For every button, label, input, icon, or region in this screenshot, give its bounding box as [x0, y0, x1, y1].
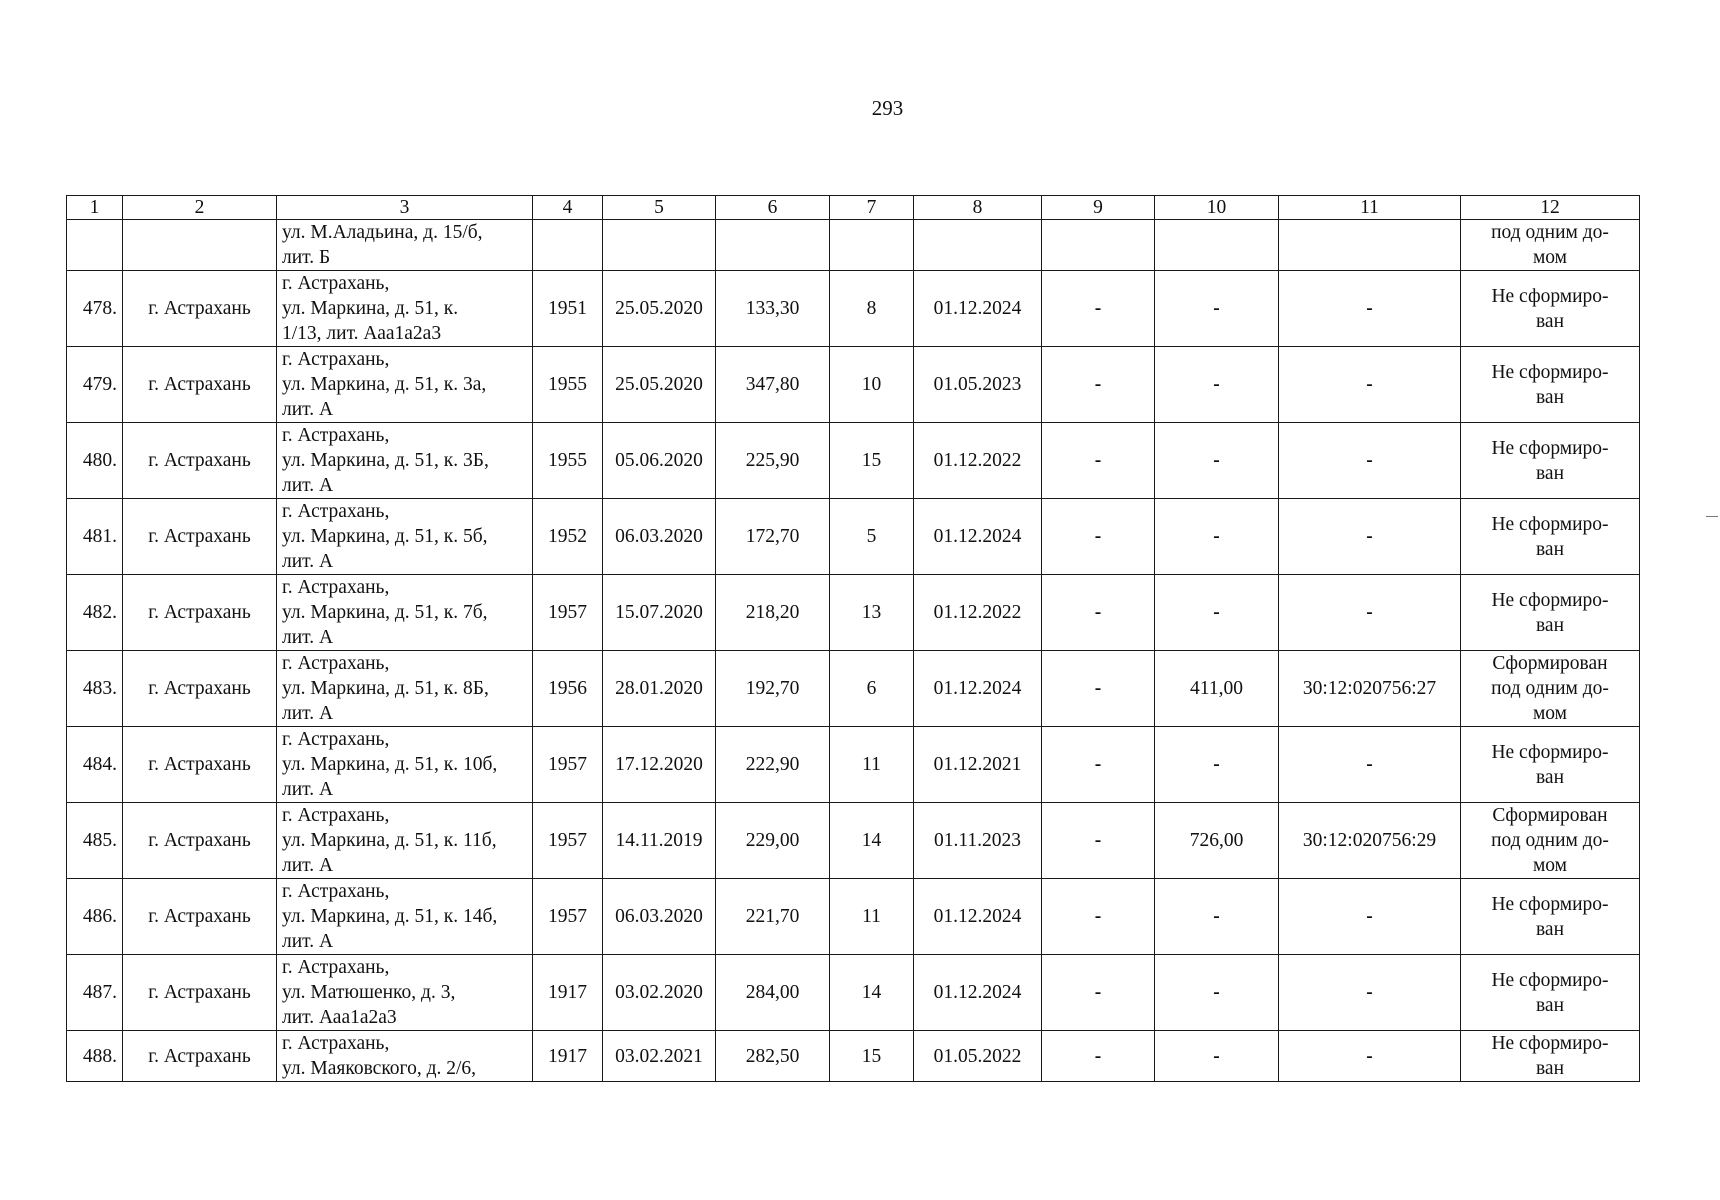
- cell-count: 5: [830, 499, 914, 575]
- cell-year: 1957: [533, 727, 603, 803]
- address-line: лит. А: [282, 855, 334, 876]
- cell-number: 479.: [67, 347, 123, 423]
- status-line: ван: [1535, 994, 1565, 1016]
- cell-count: 14: [830, 955, 914, 1031]
- cell-count: 15: [830, 423, 914, 499]
- cell-col11: -: [1279, 271, 1461, 347]
- cell-area: [716, 220, 830, 271]
- cell-col10: -: [1155, 879, 1279, 955]
- cell-status: [1461, 879, 1640, 955]
- cell-col11: -: [1279, 499, 1461, 575]
- address-line: ул. Маркина, д. 51, к. 11б,: [282, 830, 497, 851]
- cell-date: 15.07.2020: [603, 575, 716, 651]
- cell-status: [1461, 1031, 1640, 1082]
- cell-year: 1955: [533, 347, 603, 423]
- cell-date: [603, 220, 716, 271]
- address-line: г. Астрахань,: [282, 577, 390, 598]
- cell-area: 225,90: [716, 423, 830, 499]
- address-line: ул. Матюшенко, д. 3,: [282, 982, 456, 1003]
- column-header: 9: [1042, 196, 1155, 220]
- registry-table: [66, 195, 1640, 1082]
- address-line: ул. Маркина, д. 51, к. 5б,: [282, 526, 488, 547]
- table-row: [67, 879, 1640, 955]
- status-line: Не сформиро-: [1491, 513, 1609, 535]
- address-line: г. Астрахань,: [282, 881, 390, 902]
- cell-area: 229,00: [716, 803, 830, 879]
- cell-deadline: 01.05.2022: [914, 1031, 1042, 1082]
- cell-address: [277, 803, 533, 879]
- cell-year: 1957: [533, 575, 603, 651]
- cell-date: 14.11.2019: [603, 803, 716, 879]
- table-row: [67, 803, 1640, 879]
- cell-number: 478.: [67, 271, 123, 347]
- cell-count: [830, 220, 914, 271]
- cell-col9: -: [1042, 803, 1155, 879]
- cell-city: г. Астрахань: [123, 499, 277, 575]
- cell-year: 1956: [533, 651, 603, 727]
- status-line: Не сформиро-: [1491, 361, 1609, 383]
- column-header: 6: [716, 196, 830, 220]
- status-line: Сформирован: [1492, 653, 1608, 674]
- cell-date: 17.12.2020: [603, 727, 716, 803]
- cell-deadline: 01.11.2023: [914, 803, 1042, 879]
- address-line: лит. Б: [282, 247, 331, 268]
- address-line: лит. Ааа1а2а3: [282, 1007, 397, 1028]
- cell-date: 03.02.2021: [603, 1031, 716, 1082]
- address-line: лит. А: [282, 551, 334, 572]
- table-row: [67, 499, 1640, 575]
- cell-area: 192,70: [716, 651, 830, 727]
- cell-address: [277, 727, 533, 803]
- cell-address: [277, 423, 533, 499]
- address-line: г. Астрахань,: [282, 729, 390, 750]
- cell-area: 282,50: [716, 1031, 830, 1082]
- cell-col10: -: [1155, 727, 1279, 803]
- cell-count: 14: [830, 803, 914, 879]
- cell-count: 11: [830, 727, 914, 803]
- cell-status: [1461, 220, 1640, 271]
- cell-area: 133,30: [716, 271, 830, 347]
- cell-date: 25.05.2020: [603, 271, 716, 347]
- cell-city: [123, 220, 277, 271]
- cell-status: [1461, 803, 1640, 879]
- cell-number: 484.: [67, 727, 123, 803]
- cell-deadline: 01.12.2024: [914, 499, 1042, 575]
- cell-year: 1957: [533, 879, 603, 955]
- cell-date: 28.01.2020: [603, 651, 716, 727]
- cell-date: 06.03.2020: [603, 499, 716, 575]
- cell-col10: -: [1155, 423, 1279, 499]
- address-line: г. Астрахань,: [282, 653, 390, 674]
- address-line: г. Астрахань,: [282, 805, 390, 826]
- column-header: 1: [67, 196, 123, 220]
- cell-count: 15: [830, 1031, 914, 1082]
- cell-col9: -: [1042, 575, 1155, 651]
- cell-year: 1957: [533, 803, 603, 879]
- cell-status: [1461, 955, 1640, 1031]
- status-line: ван: [1535, 386, 1565, 408]
- cell-deadline: 01.12.2024: [914, 271, 1042, 347]
- cell-address: [277, 955, 533, 1031]
- cell-status: [1461, 499, 1640, 575]
- cell-deadline: 01.12.2022: [914, 575, 1042, 651]
- cell-status: [1461, 347, 1640, 423]
- cell-col11: -: [1279, 1031, 1461, 1082]
- address-line: ул. М.Аладьина, д. 15/б,: [282, 222, 483, 243]
- status-line: Не сформиро-: [1491, 741, 1609, 763]
- cell-date: 06.03.2020: [603, 879, 716, 955]
- table-row: [67, 955, 1640, 1031]
- address-line: г. Астрахань,: [282, 501, 390, 522]
- cell-col9: -: [1042, 347, 1155, 423]
- status-line: Не сформиро-: [1491, 1033, 1609, 1054]
- cell-year: 1917: [533, 955, 603, 1031]
- cell-area: 218,20: [716, 575, 830, 651]
- address-line: г. Астрахань,: [282, 349, 390, 370]
- cell-address: [277, 879, 533, 955]
- cell-count: 11: [830, 879, 914, 955]
- column-header: 7: [830, 196, 914, 220]
- cell-col9: -: [1042, 423, 1155, 499]
- cell-city: г. Астрахань: [123, 803, 277, 879]
- cell-area: 284,00: [716, 955, 830, 1031]
- status-line: под одним до-: [1491, 830, 1609, 851]
- cell-status: [1461, 651, 1640, 727]
- status-line: ван: [1535, 1058, 1565, 1079]
- status-line: мом: [1532, 247, 1568, 268]
- address-line: ул. Маркина, д. 51, к. 3Б,: [282, 450, 489, 471]
- page-number: 293: [871, 96, 904, 120]
- address-line: г. Астрахань,: [282, 425, 390, 446]
- cell-city: г. Астрахань: [123, 575, 277, 651]
- cell-col10: 411,00: [1155, 651, 1279, 727]
- cell-col9: -: [1042, 651, 1155, 727]
- cell-col9: -: [1042, 499, 1155, 575]
- address-line: лит. А: [282, 931, 334, 952]
- cell-col11: -: [1279, 423, 1461, 499]
- cell-city: г. Астрахань: [123, 347, 277, 423]
- column-header: 8: [914, 196, 1042, 220]
- column-header: 10: [1155, 196, 1279, 220]
- cell-number: 480.: [67, 423, 123, 499]
- table-row: [67, 347, 1640, 423]
- column-numbers-row: [67, 196, 1640, 220]
- cell-col10: -: [1155, 575, 1279, 651]
- cell-city: г. Астрахань: [123, 879, 277, 955]
- cell-col11: -: [1279, 879, 1461, 955]
- cell-col9: -: [1042, 271, 1155, 347]
- status-line: Не сформиро-: [1491, 969, 1609, 991]
- address-line: ул. Маркина, д. 51, к. 14б,: [282, 906, 498, 927]
- address-line: лит. А: [282, 399, 334, 420]
- address-line: г. Астрахань,: [282, 1033, 390, 1054]
- cell-year: 1917: [533, 1031, 603, 1082]
- address-line: лит. А: [282, 627, 334, 648]
- status-line: ван: [1535, 538, 1565, 560]
- cell-col11: -: [1279, 575, 1461, 651]
- cell-date: 25.05.2020: [603, 347, 716, 423]
- cell-status: [1461, 575, 1640, 651]
- cell-col11: -: [1279, 347, 1461, 423]
- cell-number: 487.: [67, 955, 123, 1031]
- cell-deadline: 01.12.2024: [914, 955, 1042, 1031]
- cell-number: 481.: [67, 499, 123, 575]
- cell-status: [1461, 727, 1640, 803]
- cell-year: 1951: [533, 271, 603, 347]
- table-row: [67, 575, 1640, 651]
- cell-address: [277, 347, 533, 423]
- status-line: под одним до-: [1491, 678, 1609, 699]
- cell-area: 222,90: [716, 727, 830, 803]
- cell-col10: -: [1155, 271, 1279, 347]
- cell-number: 485.: [67, 803, 123, 879]
- cell-deadline: 01.12.2021: [914, 727, 1042, 803]
- status-line: под одним до-: [1491, 222, 1609, 243]
- column-header: 11: [1279, 196, 1461, 220]
- address-line: 1/13, лит. Ааа1а2а3: [282, 323, 442, 344]
- cell-deadline: 01.05.2023: [914, 347, 1042, 423]
- cell-year: [533, 220, 603, 271]
- cell-city: г. Астрахань: [123, 1031, 277, 1082]
- address-line: лит. А: [282, 779, 334, 800]
- cell-date: 05.06.2020: [603, 423, 716, 499]
- cell-address: [277, 271, 533, 347]
- status-line: ван: [1535, 766, 1565, 788]
- cell-city: г. Астрахань: [123, 727, 277, 803]
- cell-deadline: 01.12.2022: [914, 423, 1042, 499]
- cell-col10: -: [1155, 955, 1279, 1031]
- table-row: [67, 651, 1640, 727]
- cell-col9: -: [1042, 879, 1155, 955]
- cell-city: г. Астрахань: [123, 423, 277, 499]
- table-row: [67, 727, 1640, 803]
- table-row: [67, 271, 1640, 347]
- cell-col10: -: [1155, 1031, 1279, 1082]
- cell-number: [67, 220, 123, 271]
- cell-address: [277, 220, 533, 271]
- scan-margin-mark: [1706, 516, 1718, 517]
- cell-date: 03.02.2020: [603, 955, 716, 1031]
- cell-number: 486.: [67, 879, 123, 955]
- cell-col11: -: [1279, 955, 1461, 1031]
- cell-col11: 30:12:020756:29: [1279, 803, 1461, 879]
- status-line: мом: [1532, 855, 1568, 876]
- cell-deadline: 01.12.2024: [914, 879, 1042, 955]
- address-line: ул. Маркина, д. 51, к. 3а,: [282, 374, 487, 395]
- cell-city: г. Астрахань: [123, 651, 277, 727]
- status-line: ван: [1535, 310, 1565, 332]
- cell-col10: -: [1155, 499, 1279, 575]
- table-body: [67, 220, 1640, 1082]
- status-line: ван: [1535, 918, 1565, 940]
- cell-number: 482.: [67, 575, 123, 651]
- status-line: Не сформиро-: [1491, 893, 1609, 915]
- cell-status: [1461, 271, 1640, 347]
- cell-count: 10: [830, 347, 914, 423]
- cell-col9: -: [1042, 727, 1155, 803]
- cell-col9: -: [1042, 955, 1155, 1031]
- cell-col11: 30:12:020756:27: [1279, 651, 1461, 727]
- cell-city: г. Астрахань: [123, 955, 277, 1031]
- cell-number: 483.: [67, 651, 123, 727]
- cell-col9: [1042, 220, 1155, 271]
- cell-address: [277, 651, 533, 727]
- column-header: 4: [533, 196, 603, 220]
- address-line: ул. Маркина, д. 51, к.: [282, 298, 459, 319]
- address-line: лит. А: [282, 475, 334, 496]
- column-header: 2: [123, 196, 277, 220]
- address-line: г. Астрахань,: [282, 273, 390, 294]
- cell-col10: 726,00: [1155, 803, 1279, 879]
- cell-deadline: [914, 220, 1042, 271]
- cell-count: 8: [830, 271, 914, 347]
- cell-address: [277, 1031, 533, 1082]
- address-line: г. Астрахань,: [282, 957, 390, 978]
- address-line: ул. Маяковского, д. 2/6,: [282, 1058, 477, 1079]
- cell-col10: [1155, 220, 1279, 271]
- address-line: ул. Маркина, д. 51, к. 7б,: [282, 602, 488, 623]
- status-line: Сформирован: [1492, 805, 1608, 826]
- column-header: 12: [1461, 196, 1640, 220]
- cell-col10: -: [1155, 347, 1279, 423]
- status-line: Не сформиро-: [1491, 285, 1609, 307]
- status-line: мом: [1532, 703, 1568, 724]
- cell-col11: -: [1279, 727, 1461, 803]
- cell-address: [277, 575, 533, 651]
- cell-col9: -: [1042, 1031, 1155, 1082]
- table-row: [67, 1031, 1640, 1082]
- address-line: ул. Маркина, д. 51, к. 10б,: [282, 754, 498, 775]
- cell-status: [1461, 423, 1640, 499]
- cell-col11: [1279, 220, 1461, 271]
- cell-city: г. Астрахань: [123, 271, 277, 347]
- cell-year: 1952: [533, 499, 603, 575]
- address-line: ул. Маркина, д. 51, к. 8Б,: [282, 678, 489, 699]
- status-line: ван: [1535, 614, 1565, 636]
- cell-address: [277, 499, 533, 575]
- address-line: лит. А: [282, 703, 334, 724]
- cell-area: 221,70: [716, 879, 830, 955]
- column-header: 5: [603, 196, 716, 220]
- table-row: [67, 423, 1640, 499]
- cell-area: 172,70: [716, 499, 830, 575]
- continuation-row: [67, 220, 1640, 271]
- column-header: 3: [277, 196, 533, 220]
- cell-count: 6: [830, 651, 914, 727]
- status-line: Не сформиро-: [1491, 437, 1609, 459]
- cell-area: 347,80: [716, 347, 830, 423]
- cell-year: 1955: [533, 423, 603, 499]
- status-line: Не сформиро-: [1491, 589, 1609, 611]
- cell-deadline: 01.12.2024: [914, 651, 1042, 727]
- cell-number: 488.: [67, 1031, 123, 1082]
- cell-count: 13: [830, 575, 914, 651]
- status-line: ван: [1535, 462, 1565, 484]
